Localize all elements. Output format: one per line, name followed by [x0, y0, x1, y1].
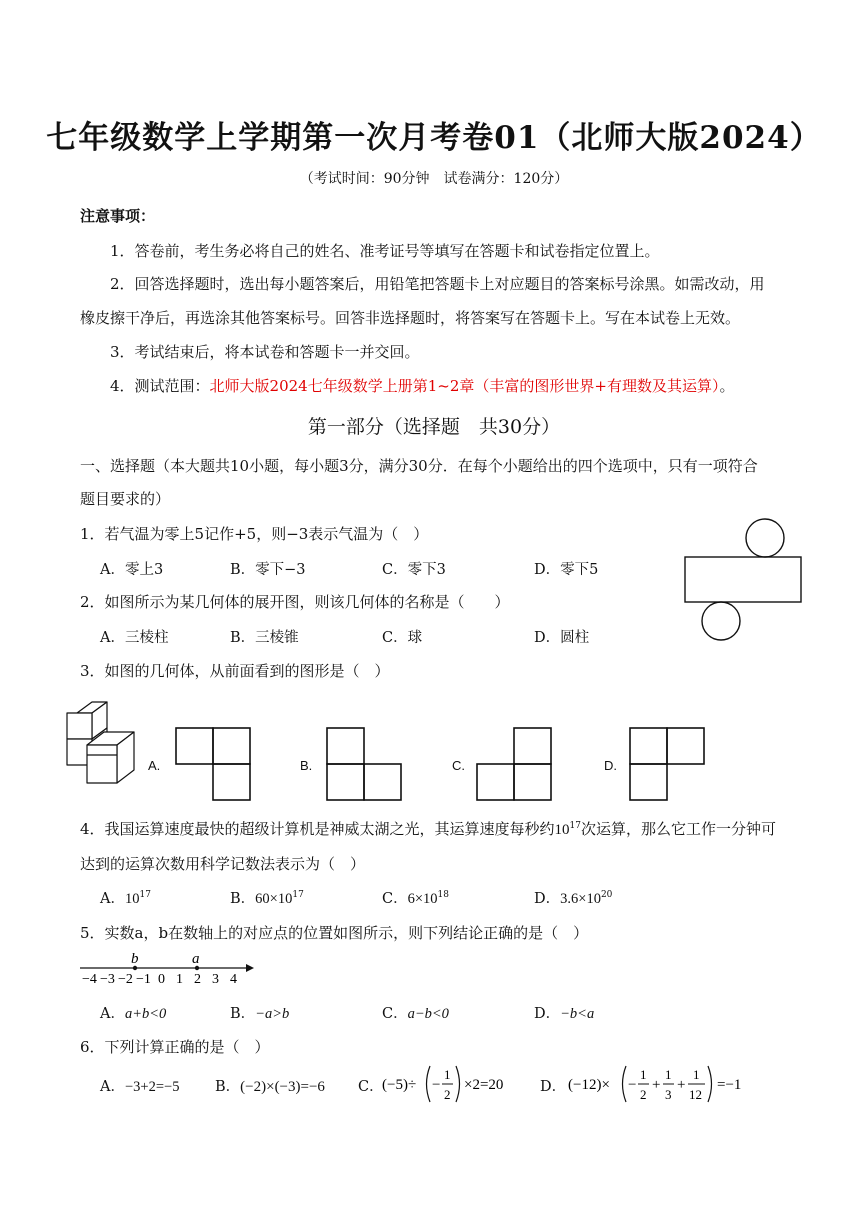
q1-option-a: A．零上3	[100, 562, 164, 578]
q4-option-b-exp: 17	[292, 890, 304, 901]
q6c-paren-right	[456, 1066, 460, 1102]
notice-item-4-suffix: 。	[719, 377, 735, 395]
q1-stem: 1．若气温为零上5记作+5，则−3表示气温为（ ）	[80, 525, 429, 543]
q4-option-c-base: 6×10	[407, 891, 438, 907]
number-line-tick-label: −4	[82, 972, 97, 987]
q6d-paren-right	[708, 1066, 712, 1102]
number-line-tick-label: 3	[212, 972, 219, 987]
q6c-post: ×2=20	[464, 1077, 504, 1093]
q4-option-d-base: 3.6×10	[560, 891, 601, 907]
number-line-tick-label: 0	[158, 972, 165, 987]
q6d-post: =−1	[717, 1077, 742, 1093]
number-line-tick-label: 2	[194, 972, 201, 987]
number-line-tick-label: −2	[118, 972, 133, 987]
q6d-f1n: 1	[640, 1067, 647, 1082]
q6d-f2d: 3	[665, 1087, 672, 1102]
q4-option-b-base: 60×10	[255, 891, 293, 907]
part1-title: 第一部分（选择题 共30分）	[307, 416, 561, 438]
q3-option-a-label: A.	[148, 758, 161, 773]
q6d-paren-left	[623, 1066, 627, 1102]
number-line-tick-label: −3	[100, 972, 115, 987]
q6d-pre: (−12)×	[568, 1077, 610, 1093]
q6d-plus2: +	[677, 1077, 686, 1093]
q3-option-b-label: B.	[300, 758, 313, 773]
q6d-f3d: 12	[689, 1087, 702, 1102]
notice-item-2: 2．回答选择题时，选出每小题答案后，用铅笔把答题卡上对应题目的答案标号涂黑。如需改动，用	[110, 275, 765, 293]
q2-stem: 2．如图所示为某几何体的展开图，则该几何体的名称是（ ）	[80, 593, 510, 611]
q4-option-d-exp: 20	[600, 890, 613, 901]
q4-stem-line1	[80, 818, 776, 839]
q5-option-d	[534, 1002, 594, 1023]
q6-option-b	[215, 1075, 325, 1096]
q5-option-c	[382, 1002, 449, 1023]
q3-option-c-label: C.	[452, 758, 465, 773]
net-bottom-circle	[702, 602, 740, 640]
q4-stem-part2: 次运算，那么它工作一分钟可	[581, 820, 777, 838]
cylinder-net-figure	[680, 515, 810, 645]
q2-option-a: A．三棱柱	[100, 630, 169, 646]
q5-option-a-expr: a+b<0	[124, 1006, 167, 1022]
q6-option-a-label: A．	[100, 1079, 125, 1095]
q6-stem: 6．下列计算正确的是（ ）	[80, 1038, 270, 1056]
q3-stem: 3．如图的几何体，从前面看到的图形是（ ）	[80, 662, 390, 680]
notice-heading: 注意事项：	[80, 207, 156, 225]
exam-info: （考试时间：90分钟 试卷满分：120分）	[299, 171, 569, 187]
q2-option-c: C．球	[382, 630, 423, 646]
notice-item-4	[110, 375, 734, 396]
q4-stem-part1: 4．我国运算速度最快的超级计算机是神威太湖之光，其运算速度每秒约	[80, 820, 555, 838]
q4-option-b-label: B．	[230, 891, 256, 907]
q6c-pre: (−5)÷	[382, 1077, 417, 1093]
number-line-tick-label: 4	[230, 972, 237, 987]
q6-option-d-label: D．	[540, 1079, 567, 1095]
q5-option-a-label: A．	[100, 1006, 125, 1022]
q6-option-c-label: C．	[358, 1079, 384, 1095]
number-line-tick-label: 1	[176, 972, 183, 987]
notice-item-4-prefix: 4．测试范围：	[110, 377, 210, 395]
q1-option-c: C．零下3	[382, 562, 446, 578]
q3-option-d-figure	[629, 727, 705, 801]
q4-option-b	[230, 887, 304, 908]
q6c-minus: −	[432, 1077, 441, 1093]
q5-stem: 5．实数a，b在数轴上的对应点的位置如图所示，则下列结论正确的是（ ）	[80, 924, 589, 942]
q1-option-b: B．零下−3	[230, 562, 306, 578]
section-instruction-line2: 题目要求的）	[80, 490, 171, 508]
notice-item-1: 1．答卷前，考生务必将自己的姓名、准考证号等填写在答题卡和试卷指定位置上。	[110, 242, 660, 260]
q3-option-b-figure	[326, 727, 402, 801]
q6d-f1d: 2	[640, 1087, 647, 1102]
q4-option-a	[100, 887, 151, 908]
q3-option-d-label: D.	[604, 758, 617, 773]
q4-option-c	[382, 887, 449, 908]
q6c-paren-left	[427, 1066, 431, 1102]
q4-option-d	[534, 887, 612, 908]
q5-option-d-label: D．	[534, 1006, 561, 1022]
q6c-num: 1	[444, 1067, 451, 1082]
number-line-arrow	[246, 964, 254, 972]
q4-power-exp: 17	[569, 821, 581, 831]
q6-option-c-expr	[380, 1062, 520, 1106]
q4-option-a-exp: 17	[139, 890, 151, 901]
q6-option-d-expr	[566, 1062, 746, 1106]
q3-option-a-figure	[175, 727, 251, 801]
q5-option-d-expr: −b<a	[560, 1006, 595, 1022]
number-line-label-a: a	[192, 951, 200, 967]
q4-option-a-base: 10	[124, 891, 140, 907]
q6c-den: 2	[444, 1087, 451, 1102]
q1-option-d: D．零下5	[534, 562, 599, 578]
notice-item-2-cont: 橡皮擦干净后，再选涂其他答案标号。回答非选择题时，将答案写在答题卡上。写在本试卷上无效。	[80, 309, 741, 327]
q2-option-b: B．三棱锥	[230, 630, 299, 646]
q3-option-c-figure	[476, 727, 552, 801]
q5-option-a	[100, 1002, 166, 1023]
number-line-tick-label: −1	[136, 972, 151, 987]
number-line-figure	[78, 948, 258, 990]
q4-option-a-label: A．	[100, 891, 125, 907]
q5-option-c-expr: a−b<0	[407, 1006, 449, 1022]
q5-option-b-label: B．	[230, 1006, 256, 1022]
q6d-f2n: 1	[665, 1067, 672, 1082]
page-title: 七年级数学上学期第一次月考卷01（北师大版2024）	[46, 120, 822, 156]
q5-option-b	[230, 1002, 289, 1023]
notice-item-3: 3．考试结束后，将本试卷和答题卡一并交回。	[110, 343, 420, 361]
q5-option-b-expr: −a>b	[255, 1006, 290, 1022]
q6-option-b-label: B．	[215, 1079, 241, 1095]
q4-option-c-exp: 18	[437, 890, 449, 901]
test-scope: 北师大版2024七年级数学上册第1~2章（丰富的图形世界+有理数及其运算）	[209, 377, 720, 395]
q6-option-a-expr: −3+2=−5	[124, 1079, 180, 1095]
q6d-f3n: 1	[693, 1067, 700, 1082]
q5-option-c-label: C．	[382, 1006, 408, 1022]
q6-option-a	[100, 1075, 179, 1096]
net-rectangle	[685, 557, 801, 602]
q4-option-d-label: D．	[534, 891, 561, 907]
q6-option-b-expr: (−2)×(−3)=−6	[240, 1079, 325, 1095]
q6d-plus1: +	[652, 1077, 661, 1093]
net-top-circle	[746, 519, 784, 557]
q4-power-base: 10	[554, 822, 570, 838]
section-instruction-line1: 一、选择题（本大题共10小题，每小题3分，满分30分．在每个小题给出的四个选项中，只有一项符合	[80, 457, 758, 475]
q2-option-d: D．圆柱	[534, 630, 590, 646]
cube-solid-figure	[62, 700, 142, 785]
q4-option-c-label: C．	[382, 891, 408, 907]
number-line-label-b: b	[131, 951, 139, 967]
q6d-minus: −	[628, 1077, 637, 1093]
q4-stem-line2: 达到的运算次数用科学记数法表示为（ ）	[80, 855, 366, 873]
